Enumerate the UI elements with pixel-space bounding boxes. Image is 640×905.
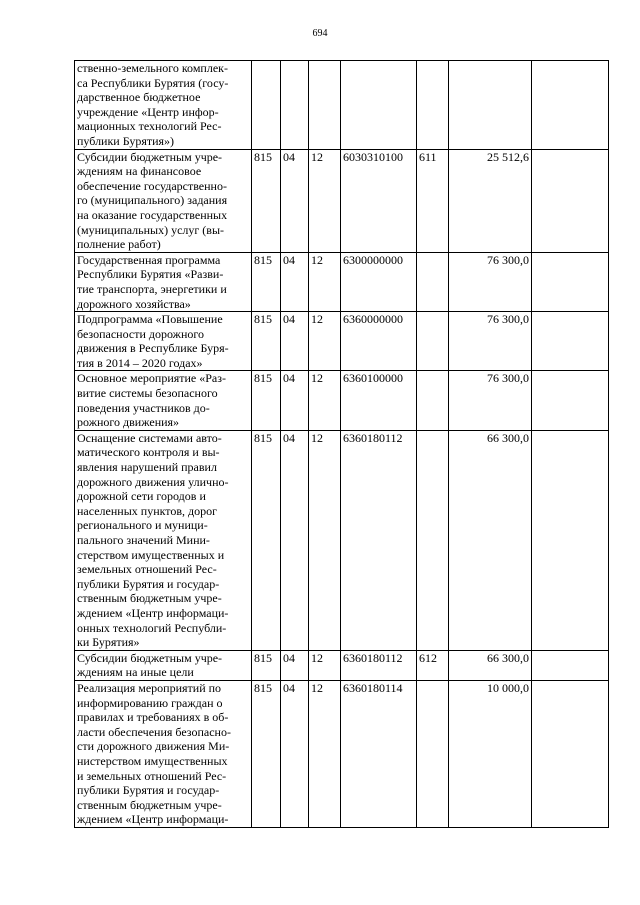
- item-name-line: земельных отношений Рес-: [77, 562, 217, 577]
- amount-extra-cell: [532, 312, 609, 371]
- item-name-line: ждением «Центр информаци-: [77, 605, 229, 620]
- target-article-cell: 6360180112: [341, 430, 417, 650]
- amount-extra-cell: [532, 61, 609, 150]
- subsection-code-cell: 12: [309, 252, 341, 311]
- item-name-line: Субсидии бюджетным учре-: [77, 650, 223, 665]
- item-name-line: тие транспорта, энергетики и: [77, 281, 227, 296]
- item-name-line: ждением «Центр информаци-: [77, 812, 229, 827]
- item-name-line: сти дорожного движения Ми-: [77, 739, 230, 754]
- item-name-line: населенных пунктов, дорог: [77, 503, 218, 518]
- grbs-code-cell: 815: [252, 371, 281, 430]
- grbs-code-cell: 815: [252, 430, 281, 650]
- item-name-line: информированию граждан о: [77, 695, 223, 710]
- amount-cell: 10 000,0: [449, 680, 532, 827]
- item-name-line: Республики Бурятия «Разви-: [77, 267, 224, 282]
- target-article-cell: 6360180112: [341, 650, 417, 680]
- item-name-line: дарственное бюджетное: [77, 90, 201, 105]
- table-row: [75, 430, 609, 650]
- item-name-line: дорожного хозяйства»: [77, 296, 191, 311]
- item-name-line: рожного движения»: [77, 415, 180, 430]
- item-name-line: ственным бюджетным учре-: [77, 797, 222, 812]
- target-article-cell: [341, 61, 417, 150]
- subsection-code-cell: 12: [309, 680, 341, 827]
- item-name-line: онных технологий Республи-: [77, 620, 227, 635]
- table-row: [75, 252, 609, 311]
- item-name-line: матического контроля и вы-: [77, 445, 220, 460]
- item-name-line: публики Бурятия и государ-: [77, 783, 220, 798]
- subsection-code-cell: [309, 61, 341, 150]
- amount-cell: 76 300,0: [449, 371, 532, 430]
- item-name-cell: [75, 312, 252, 371]
- amount-extra-cell: [532, 430, 609, 650]
- amount-cell: 66 300,0: [449, 430, 532, 650]
- table-row: [75, 680, 609, 827]
- page-number: 694: [312, 28, 328, 39]
- subsection-code-cell: 12: [309, 430, 341, 650]
- item-name-line: Государственная программа: [77, 252, 221, 267]
- item-name-line: правилах и требованиях в об-: [77, 710, 229, 725]
- section-code-cell: 04: [281, 650, 309, 680]
- item-name-cell: [75, 680, 252, 827]
- amount-cell: 66 300,0: [449, 650, 532, 680]
- expense-type-cell: 612: [417, 650, 449, 680]
- item-name-line: полнение работ): [77, 237, 161, 252]
- grbs-code-cell: 815: [252, 312, 281, 371]
- grbs-code-cell: 815: [252, 680, 281, 827]
- target-article-cell: 6300000000: [341, 252, 417, 311]
- item-name-line: тия в 2014 – 2020 годах»: [77, 355, 203, 370]
- item-name-line: явления нарушений правил: [77, 460, 217, 475]
- subsection-code-cell: 12: [309, 312, 341, 371]
- amount-extra-cell: [532, 650, 609, 680]
- section-code-cell: 04: [281, 149, 309, 252]
- target-article-cell: 6030310100: [341, 149, 417, 252]
- section-code-cell: 04: [281, 312, 309, 371]
- amount-cell: 25 512,6: [449, 149, 532, 252]
- item-name-cell: [75, 650, 252, 680]
- section-code-cell: [281, 61, 309, 150]
- table-body: [75, 61, 609, 828]
- expense-type-cell: [417, 61, 449, 150]
- expense-type-cell: [417, 680, 449, 827]
- expense-type-cell: [417, 252, 449, 311]
- expense-type-cell: [417, 371, 449, 430]
- item-name-line: са Республики Бурятия (госу-: [77, 75, 229, 90]
- grbs-code-cell: 815: [252, 252, 281, 311]
- item-name-cell: [75, 252, 252, 311]
- item-name-line: безопасности дорожного: [77, 326, 205, 341]
- table-row: [75, 650, 609, 680]
- item-name-line: Основное мероприятие «Раз-: [77, 371, 226, 386]
- amount-extra-cell: [532, 149, 609, 252]
- item-name-line: поведения участников до-: [77, 400, 210, 415]
- target-article-cell: 6360100000: [341, 371, 417, 430]
- table-row: [75, 371, 609, 430]
- item-name-line: ственно-земельного комплек-: [77, 61, 228, 75]
- item-name-line: пального значений Мини-: [77, 533, 210, 547]
- section-code-cell: 04: [281, 371, 309, 430]
- budget-table: [74, 60, 609, 828]
- expense-type-cell: 611: [417, 149, 449, 252]
- item-name-line: дорожного движения улично-: [77, 474, 229, 489]
- item-name-line: дорожной сети городов и: [77, 489, 206, 504]
- table-row: [75, 312, 609, 371]
- item-name-line: ждениям на финансовое: [77, 164, 202, 179]
- item-name-line: Субсидии бюджетным учре-: [77, 149, 223, 164]
- item-name-cell: [75, 149, 252, 252]
- item-name-line: Оснащение системами авто-: [77, 430, 222, 445]
- section-code-cell: 04: [281, 680, 309, 827]
- amount-extra-cell: [532, 371, 609, 430]
- item-name-line: публики Бурятия и государ-: [77, 576, 220, 591]
- grbs-code-cell: 815: [252, 149, 281, 252]
- amount-extra-cell: [532, 252, 609, 311]
- item-name-line: ственным бюджетным учре-: [77, 591, 222, 606]
- subsection-code-cell: 12: [309, 371, 341, 430]
- grbs-code-cell: [252, 61, 281, 150]
- item-name-line: регионального и муници-: [77, 518, 208, 533]
- item-name-line: обеспечение государственно-: [77, 178, 227, 193]
- item-name-line: ждениям на иные цели: [77, 665, 194, 680]
- item-name-line: ки Бурятия»: [77, 635, 140, 650]
- target-article-cell: 6360000000: [341, 312, 417, 371]
- item-name-line: го (муниципального) задания: [77, 193, 228, 208]
- item-name-line: учреждение «Центр инфор-: [77, 104, 219, 119]
- item-name-line: (муниципальных) услуг (вы-: [77, 222, 225, 237]
- item-name-cell: [75, 61, 252, 150]
- expense-type-cell: [417, 430, 449, 650]
- section-code-cell: 04: [281, 252, 309, 311]
- grbs-code-cell: 815: [252, 650, 281, 680]
- section-code-cell: 04: [281, 430, 309, 650]
- item-name-line: Подпрограмма «Повышение: [77, 312, 223, 327]
- subsection-code-cell: 12: [309, 149, 341, 252]
- amount-cell: 76 300,0: [449, 252, 532, 311]
- amount-extra-cell: [532, 680, 609, 827]
- item-name-line: витие системы безопасного: [77, 386, 218, 401]
- item-name-line: и земельных отношений Рес-: [77, 768, 227, 783]
- amount-cell: [449, 61, 532, 150]
- amount-cell: 76 300,0: [449, 312, 532, 371]
- item-name-cell: [75, 430, 252, 650]
- target-article-cell: 6360180114: [341, 680, 417, 827]
- item-name-line: ласти обеспечения безопасно-: [77, 724, 231, 739]
- expense-type-cell: [417, 312, 449, 371]
- item-name-line: стерством имущественных и: [77, 547, 225, 562]
- subsection-code-cell: 12: [309, 650, 341, 680]
- item-name-line: мационных технологий Рес-: [77, 119, 222, 134]
- table-row: [75, 61, 609, 150]
- item-name-line: нистерством имущественных: [77, 753, 228, 768]
- item-name-line: движения в Республике Буря-: [77, 341, 229, 356]
- item-name-cell: [75, 371, 252, 430]
- table-row: [75, 149, 609, 252]
- item-name-line: публики Бурятия»): [77, 133, 175, 148]
- item-name-line: Реализация мероприятий по: [77, 680, 222, 695]
- item-name-line: на оказание государственных: [77, 207, 228, 222]
